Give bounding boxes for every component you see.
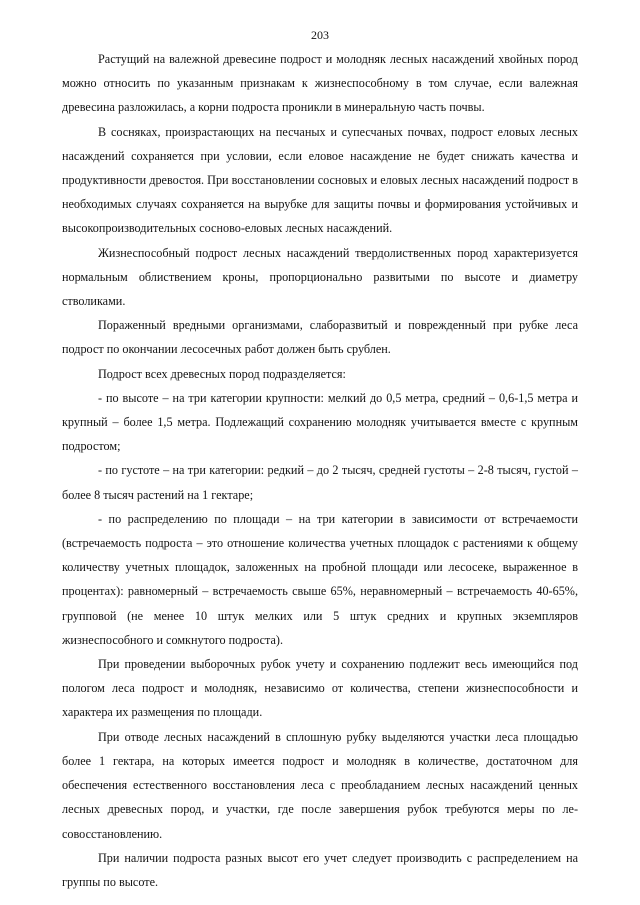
paragraph: При проведении выборочных рубок учету и сохранению подлежит весь имеющийся под пологом леса подрост и молодняк, независимо от количества, степени жизнеспособности и характера их размещения по площади.: [62, 657, 578, 720]
body-text: [62, 47, 578, 894]
page-number: 203: [311, 28, 329, 42]
paragraph: Жизнеспособный подрост лесных насаждений твердолиственных пород характеризуется нормальным облиствением кроны, пропорционально развитыми по высоте и диаметру стволиками.: [62, 245, 578, 309]
document-page: [62, 0, 578, 905]
paragraph: В сосняках, произрастающих на песчаных и супесчаных почвах, подрост еловых лесных насаждений сохраняется при условии, если еловое насаждение не будет снижать качества и продуктивности древостоя. При восстановлении сосновых и еловых лесных насаждений подрост в необходимых случаях сохраняется на вырубке для защиты почвы и формирования устойчивых и высокопроизводительных сосново-еловых лесных насаждений.: [62, 124, 578, 236]
list-item-distribution: - по распределению по площади – на три категории в зависимости от встречаемости (встречаемость подроста – это отношение количества учетных площадок с растениями к общему количеству учетных площадок, заложенных на пробной площади или лесосеке, выраженное в процентах): равномерный – встречаемость свыше 65%, неравномерный – встречаемость 40-65%, групповой (не менее 10 штук мелких или 5 штук средних и крупных экземпляров жизнеспособного и сомкнутого подроста).: [62, 511, 578, 647]
paragraph: При наличии подроста разных высот его учет следует производить с распределением на группы по высоте.: [62, 850, 578, 889]
paragraph: Подрост всех древесных пород подразделяется:: [98, 366, 346, 381]
paragraph: Растущий на валежной древесине подрост и молодняк лесных насаждений хвойных пород можно относить по указанным признакам к жизнеспособному в том случае, если валежная древесина разложилась, а корни подроста проникли в минеральную часть почвы.: [62, 52, 578, 115]
paragraph: При отводе лесных насаждений в сплошную рубку выделяются участки леса площадью более 1 гектара, на которых имеется подрост и молодняк в количестве, достаточном для обеспечения естественного восстановления леса с преобладанием лесных насаждений ценных лесных древесных пород, и участки, где после завершения рубок требуются меры по лесовосстановлению.: [62, 729, 578, 841]
list-item-height: - по высоте – на три категории крупности: мелкий до 0,5 метра, средний – 0,6-1,5 метра и крупный – более 1,5 метра. Подлежащий сохранению молодняк учитывается вместе с крупным подростом;: [62, 390, 578, 454]
list-item-density: - по густоте – на три категории: редкий – до 2 тысяч, средней густоты – 2-8 тысяч, густой – более 8 тысяч растений на 1 гектаре;: [62, 463, 578, 502]
paragraph: Пораженный вредными организмами, слаборазвитый и поврежденный при рубке леса подрост по окончании лесосечных работ должен быть срублен.: [62, 318, 578, 357]
